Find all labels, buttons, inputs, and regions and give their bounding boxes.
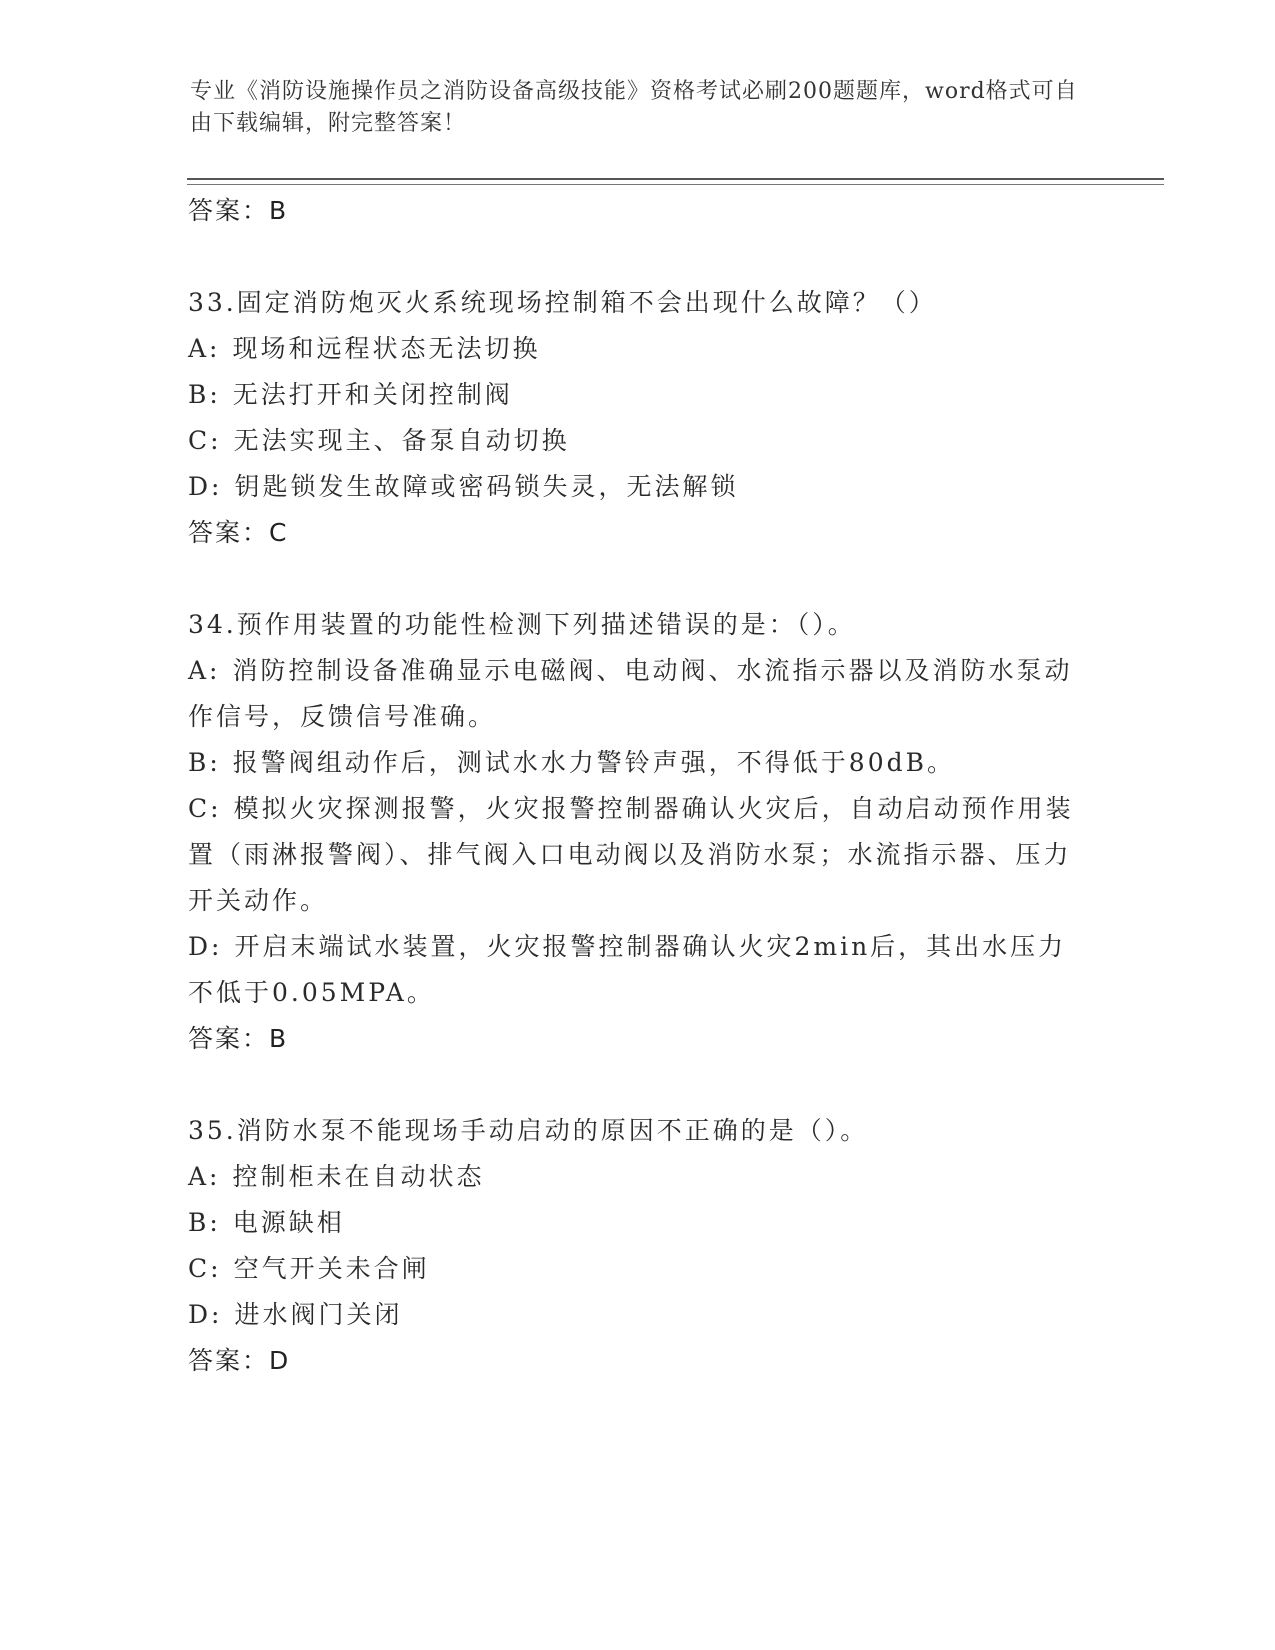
option-a [188,1154,1088,1200]
answer-value: B [269,196,289,225]
spacer [188,234,1088,280]
option-d [188,464,1088,510]
question-stem: 34.预作用装置的功能性检测下列描述错误的是：（）。 [188,610,856,639]
option-text: 控制柜未在自动状态 [232,1162,485,1191]
spacer [188,556,1088,602]
option-key: B: [188,380,221,409]
answer-line [188,1338,1088,1384]
option-key: C: [188,1254,222,1283]
option-key: D: [188,1300,223,1329]
option-text: 报警阀组动作后，测试水水力警铃声强，不得低于80dB。 [232,748,955,777]
option-key: D: [188,932,223,961]
option-a [188,326,1088,372]
answer-value: B [269,1024,289,1053]
header-divider-thin [187,184,1164,185]
option-text: 现场和远程状态无法切换 [232,334,541,363]
document-header: 专业《消防设施操作员之消防设备高级技能》资格考试必刷200题题库，word格式可自由下载编辑，附完整答案！ [190,79,1078,136]
option-key: A: [188,334,221,363]
previous-answer-line [188,188,1088,234]
option-text: 钥匙锁发生故障或密码锁失灵，无法解锁 [234,472,739,501]
answer-line [188,510,1088,556]
question-list [188,188,1088,1384]
option-b [188,372,1088,418]
option-key: A: [188,1162,221,1191]
option-d [188,1292,1088,1338]
option-text: 无法打开和关闭控制阀 [232,380,513,409]
answer-line [188,1016,1088,1062]
option-text: 模拟火灾探测报警，火灾报警控制器确认火灾后，自动启动预作用装置（雨淋报警阀）、排气阀入口电动阀以及消防水泵；水流指示器、压力开关动作。 [188,794,1074,915]
option-key: B: [188,748,221,777]
option-text: 空气开关未合闸 [233,1254,430,1283]
option-d [188,924,1088,1016]
question-34 [188,602,1088,1062]
option-a [188,648,1088,740]
option-key: C: [188,794,222,823]
option-key: D: [188,472,223,501]
option-c [188,1246,1088,1292]
option-b [188,1200,1088,1246]
option-text: 消防控制设备准确显示电磁阀、电动阀、水流指示器以及消防水泵动作信号，反馈信号准确。 [188,656,1073,731]
question-stem: 35.消防水泵不能现场手动启动的原因不正确的是（）。 [188,1116,869,1145]
option-key: A: [188,656,221,685]
answer-value: C [269,518,289,547]
question-33 [188,280,1088,556]
question-stem: 33.固定消防炮灭火系统现场控制箱不会出现什么故障？（） [188,288,937,317]
answer-label: 答案： [188,518,270,547]
option-b [188,740,1088,786]
header-divider-thick [187,178,1164,180]
answer-label: 答案： [188,196,270,225]
option-text: 开启末端试水装置，火灾报警控制器确认火灾2min后，其出水压力不低于0.05MPA。 [188,932,1067,1007]
question-35 [188,1108,1088,1384]
answer-label: 答案： [188,1346,270,1375]
option-c [188,418,1088,464]
option-key: B: [188,1208,221,1237]
option-text: 进水阀门关闭 [234,1300,403,1329]
answer-label: 答案： [188,1024,270,1053]
option-text: 电源缺相 [232,1208,345,1237]
option-c [188,786,1088,924]
option-key: C: [188,426,222,455]
answer-value: D [269,1346,291,1375]
spacer [188,1062,1088,1108]
option-text: 无法实现主、备泵自动切换 [233,426,570,455]
